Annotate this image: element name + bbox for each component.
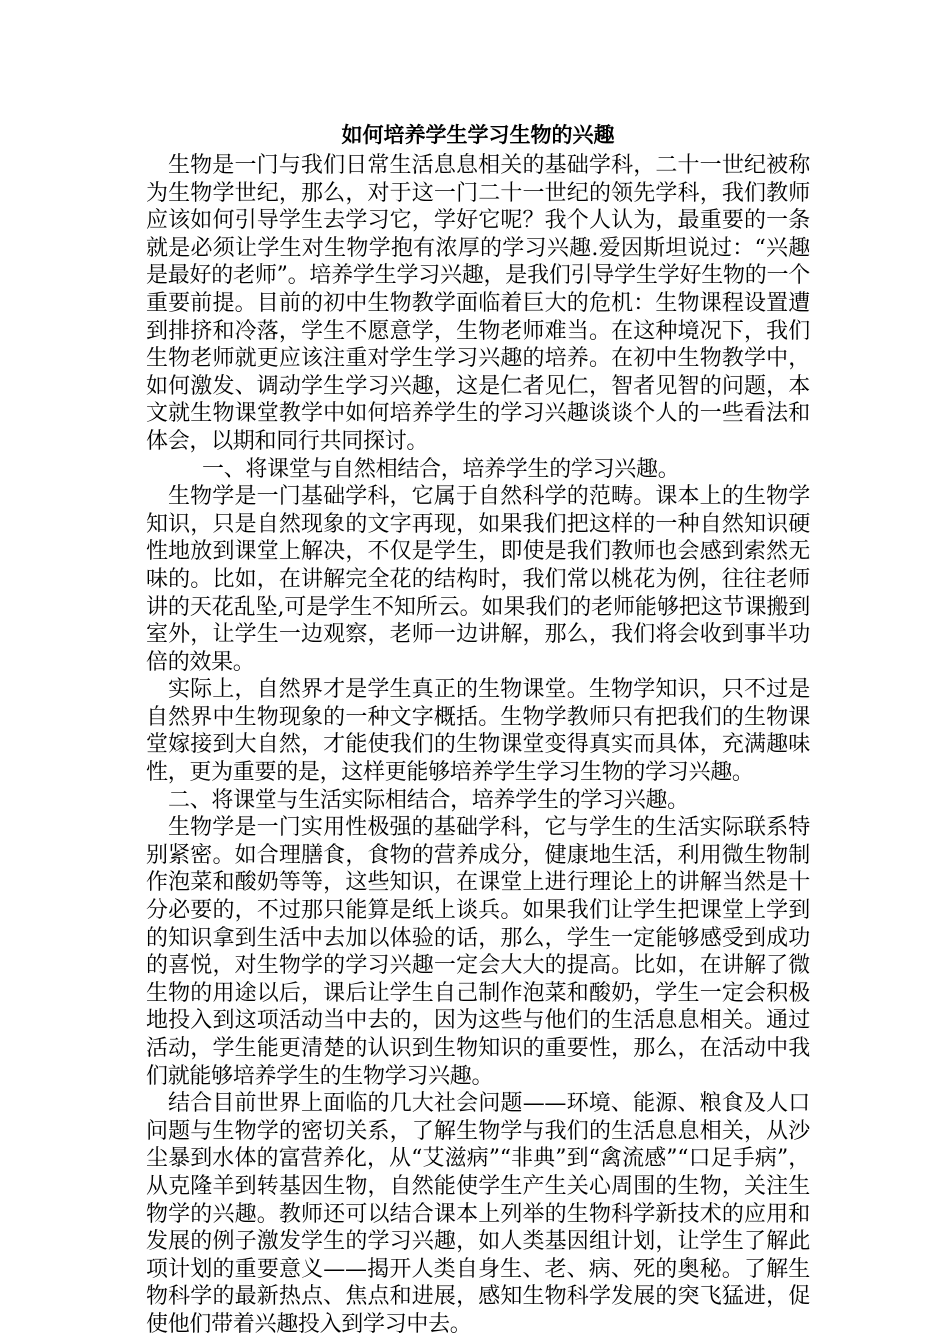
section-heading-1: 一、将课堂与自然相结合，培养学生的学习兴趣。 (202, 456, 680, 482)
paragraph-life-2: 结合目前世界上面临的几大社会问题——环境、能源、粮食及人口问题与生物学的密切关系，了解生物学与我们的生活息息相关，从沙尘暴到水体的富营养化，从“艾滋病”“非典”到“禽流感”“口足手病”，从克隆羊到转基因生物，自然能使学生产生关心周围的生物，关注生物学的兴趣。教师还可以结合课本上列举的生物科学新技术的应用和发展的例子激发学生的学习兴趣，如人类基因组计划，让学生了解此项计划的重要意义——揭开人类自身生、老、病、死的奥秘。了解生物科学的最新热点、焦点和进展，感知生物科学发展的突飞猛进，促使他们带着兴趣投入到学习中去。 (146, 1091, 810, 1337)
paragraph-nature-1: 生物学是一门基础学科，它属于自然科学的范畴。课本上的生物学知识，只是自然现象的文字再现，如果我们把这样的一种自然知识硬性地放到课堂上解决，不仅是学生，即使是我们教师也会感到索然无味的。比如，在讲解完全花的结构时，我们常以桃花为例，往往老师讲的天花乱坠,可是学生不知所云。如果我们的老师能够把这节课搬到室外，让学生一边观察，老师一边讲解，那么，我们将会收到事半功倍的效果。 (146, 484, 810, 675)
paragraph-life-1: 生物学是一门实用性极强的基础学科，它与学生的生活实际联系特别紧密。如合理膳食，食物的营养成分，健康地生活，利用微生物制作泡菜和酸奶等等，这些知识，在课堂上进行理论上的讲解当然是十分必要的，不过那只能算是纸上谈兵。如果我们让学生把课堂上学到的知识拿到生活中去加以体验的话，那么，学生一定能够感受到成功的喜悦，对生物学的学习兴趣一定会大大的提高。比如，在讲解了微生物的用途以后，课后让学生自己制作泡菜和酸奶，学生一定会积极地投入到这项活动当中去的，因为这些与他们的生活息息相关。通过活动，学生能更清楚的认识到生物知识的重要性，那么，在活动中我们就能够培养学生的生物学习兴趣。 (146, 815, 810, 1089)
document-title: 如何培养学生学习生物的兴趣 (341, 123, 615, 147)
section-heading-2: 二、将课堂与生活实际相结合，培养学生的学习兴趣。 (168, 787, 689, 813)
paragraph-nature-2: 实际上，自然界才是学生真正的生物课堂。生物学知识，只不过是自然界中生物现象的一种文字概括。生物学教师只有把我们的生物课堂嫁接到大自然，才能使我们的生物课堂变得真实而具体，充满趣味性，更为重要的是，这样更能够培养学生学习生物的学习兴趣。 (146, 677, 810, 786)
document-page (146, 118, 810, 1339)
paragraph-intro: 生物是一门与我们日常生活息息相关的基础学科，二十一世纪被称为生物学世纪，那么，对于这一门二十一世纪的领先学科，我们教师应该如何引导学生去学习它，学好它呢？我个人认为，最重要的一条就是必须让学生对生物学抱有浓厚的学习兴趣.爱因斯坦说过：“兴趣是最好的老师”。培养学生学习兴趣，是我们引导学生学好生物的一个重要前提。目前的初中生物教学面临着巨大的危机：生物课程设置遭到排挤和冷落，学生不愿意学，生物老师难当。在这种境况下，我们生物老师就更应该注重对学生学习兴趣的培养。在初中生物教学中，如何激发、调动学生学习兴趣，这是仁者见仁，智者见智的问题，本文就生物课堂教学中如何培养学生的学习兴趣谈谈个人的一些看法和体会，以期和同行共同探讨。 (146, 153, 810, 454)
